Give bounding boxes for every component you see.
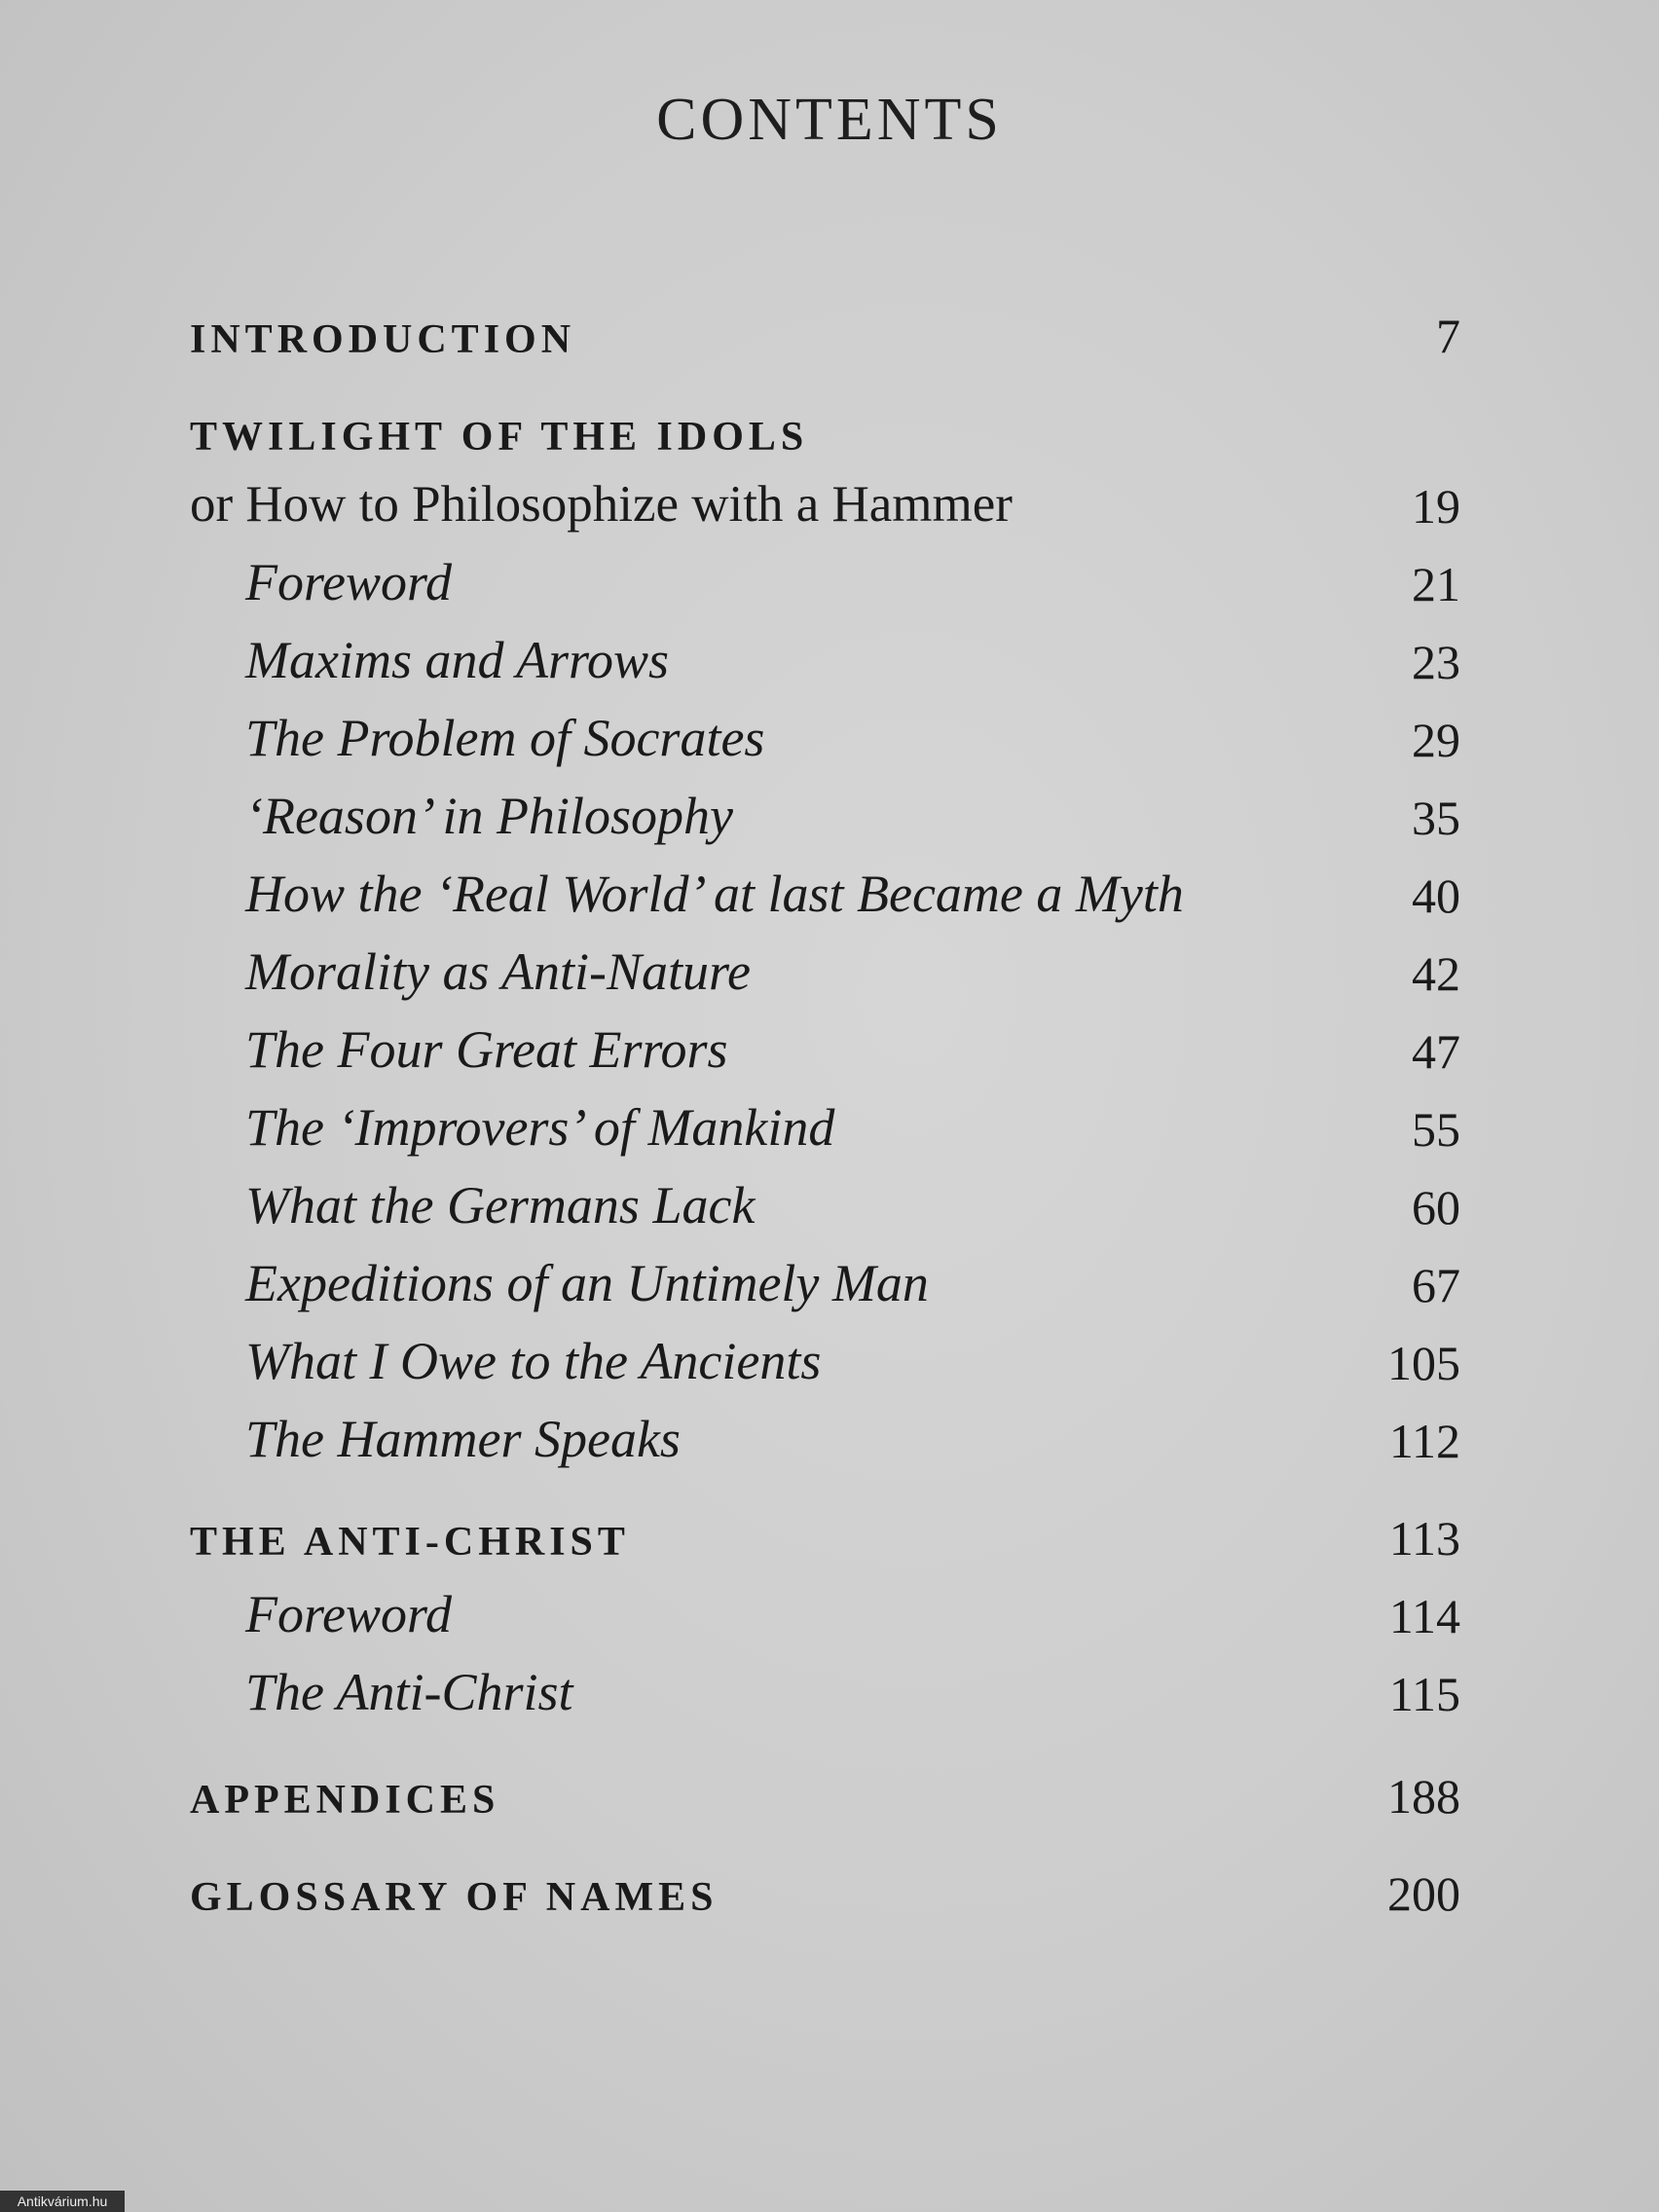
toc-entry-page: 35 [1412,791,1460,845]
toc-entry-page: 112 [1388,1414,1460,1468]
toc-entry-page: 40 [1412,868,1460,923]
toc-entry-label: Foreword [245,1585,452,1643]
toc-entry-label: INTRODUCTION [190,317,576,362]
toc-entry-page: 67 [1412,1258,1460,1312]
toc-entry-label: What the Germans Lack [245,1176,756,1235]
toc-entry-page: 47 [1412,1024,1460,1079]
toc-entry [190,540,1460,611]
toc-entry-label: Expeditions of an Untimely Man [245,1254,929,1312]
toc-entry [190,618,1460,689]
toc-entry-introduction [190,292,1460,363]
toc-entry-page: 55 [1412,1102,1460,1157]
toc-entry [190,1572,1460,1641]
toc-entry-page: 21 [1412,557,1460,611]
toc-entry-page: 115 [1388,1667,1460,1721]
toc-entry-glossary [190,1850,1460,1921]
toc-entry [190,852,1460,923]
toc-entry-page: 7 [1436,309,1460,363]
toc-entry-label: Morality as Anti-Nature [245,942,751,1001]
toc-entry-label: Maxims and Arrows [245,631,670,689]
toc-entry [190,774,1460,845]
toc-entry-page: 188 [1387,1769,1460,1824]
toc-entry-label: GLOSSARY OF NAMES [190,1875,719,1920]
toc-entry [190,1650,1460,1721]
toc-entry [190,696,1460,767]
toc-entry [190,1086,1460,1157]
toc-entry-page: 19 [1412,479,1460,534]
toc-entry-page: 200 [1387,1866,1460,1921]
toc-entry-page: 60 [1412,1180,1460,1235]
toc-entry-twilight-subtitle [190,462,1460,534]
toc-entry-appendices [190,1752,1460,1824]
toc-entry-label: Foreword [245,553,452,611]
toc-entry-label: The Problem of Socrates [245,709,765,767]
toc-entry-label: APPENDICES [190,1778,500,1823]
toc-entry-page: 113 [1388,1511,1460,1566]
toc-section-heading: TWILIGHT OF THE IDOLS [190,415,809,460]
toc-entry-label: How the ‘Real World’ at last Became a Myth [245,865,1184,923]
toc-entry-page: 114 [1388,1589,1460,1643]
toc-entry-page: 23 [1412,635,1460,689]
toc-entry [190,1397,1460,1468]
toc-entry [190,1319,1460,1390]
toc-section-antichrist-heading [190,1494,1460,1566]
page-title: CONTENTS [656,87,1003,153]
toc-entry [190,1163,1460,1235]
toc-entry [190,1008,1460,1079]
toc-entry-label: The Hammer Speaks [245,1410,681,1468]
toc-section-heading: THE ANTI-CHRIST [190,1520,630,1565]
toc-entry-page: 42 [1412,946,1460,1001]
toc-entry-page: 105 [1387,1336,1460,1390]
toc-entry-label: The Four Great Errors [245,1020,728,1079]
toc-section-twilight-heading [190,389,1460,458]
toc-entry [190,930,1460,1001]
toc-entry-page: 29 [1412,713,1460,767]
toc-entry-label: What I Owe to the Ancients [245,1332,822,1390]
watermark: Antikvárium.hu [0,2191,125,2212]
toc-entry [190,1241,1460,1312]
toc-entry-label: or How to Philosophize with a Hammer [190,476,1013,533]
toc-entry-label: ‘Reason’ in Philosophy [245,787,733,845]
toc-entry-label: The ‘Improvers’ of Mankind [245,1098,835,1157]
toc-entry-label: The Anti-Christ [245,1663,573,1721]
